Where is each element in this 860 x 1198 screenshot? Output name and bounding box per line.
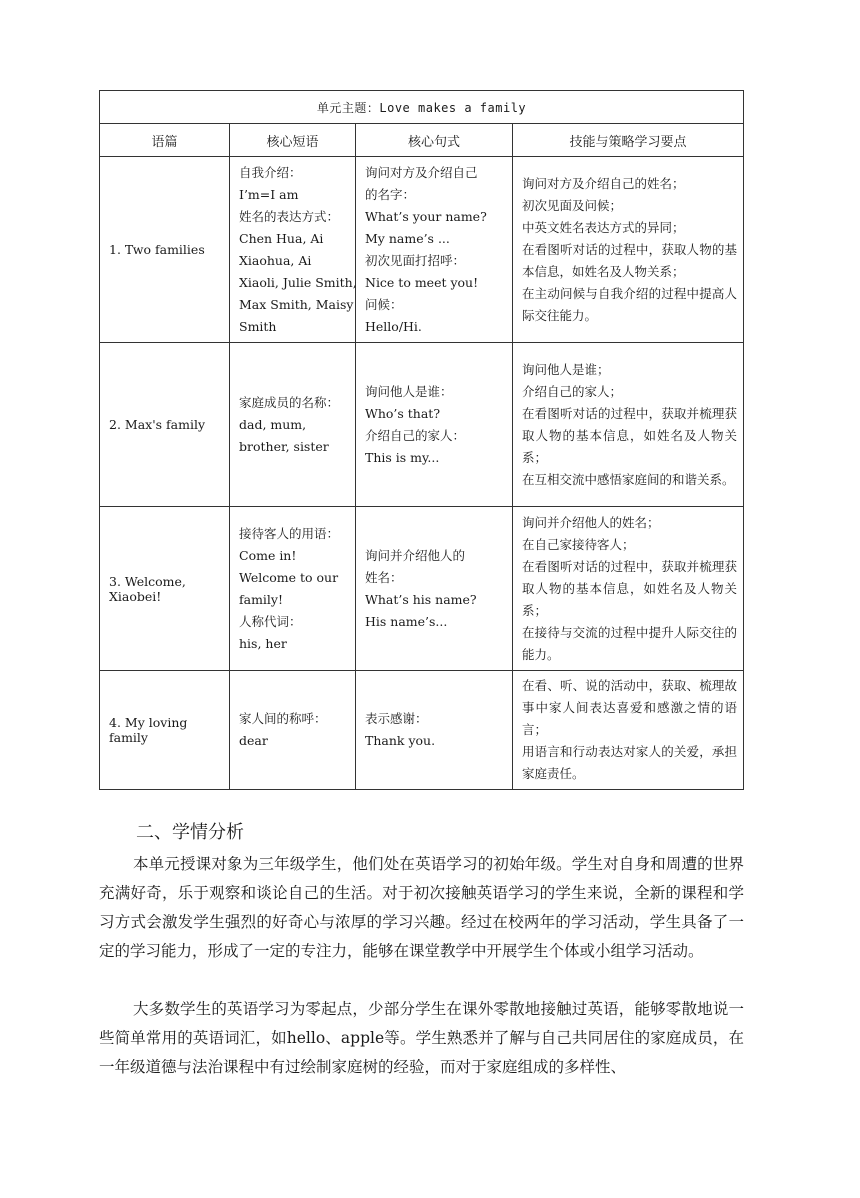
- core-phrases-cell: [230, 343, 356, 507]
- pattern-line: This is my...: [365, 449, 440, 465]
- core-phrases-cell: [230, 507, 356, 671]
- pattern-line: 初次见面打招呼：: [365, 252, 466, 268]
- table-row: [100, 671, 744, 790]
- strategy-line: 介绍自己的家人；: [522, 383, 623, 399]
- phrase-line: 人称代词：: [239, 613, 302, 629]
- strategy-line: 用语言和行动表达对家人的关爱，承担家庭责任。: [522, 744, 738, 781]
- pattern-line: Nice to meet you!: [365, 274, 479, 290]
- pattern-line: Hello/Hi.: [365, 318, 422, 334]
- pattern-line: What’s your name?: [365, 208, 487, 224]
- table-row: [100, 157, 744, 343]
- strategies-cell: [513, 671, 744, 790]
- lesson-title: 1. Two families: [100, 157, 230, 343]
- strategy-line: 在接待与交流的过程中提升人际交往的能力。: [522, 624, 738, 662]
- phrase-line: his, her: [239, 635, 287, 651]
- phrase-line: Welcome to our: [239, 569, 339, 585]
- pattern-line: What’s his name?: [365, 591, 477, 607]
- pattern-line: 询问他人是谁：: [365, 383, 453, 399]
- pattern-line: His name’s...: [365, 613, 448, 629]
- phrase-line: Come in!: [239, 547, 297, 563]
- core-phrases-cell: [230, 157, 356, 343]
- phrase-line: brother, sister: [239, 438, 329, 454]
- table-row: [100, 343, 744, 507]
- lesson-title: 4. My loving family: [100, 671, 230, 790]
- pattern-line: 介绍自己的家人：: [365, 427, 466, 443]
- lesson-title: 2. Max's family: [100, 343, 230, 507]
- phrase-line: I’m=I am: [239, 186, 299, 202]
- strategies-cell: [513, 343, 744, 507]
- phrase-line: Max Smith, Maisy: [239, 296, 354, 312]
- strategy-line: 在互相交流中感悟家庭间的和谐关系。: [522, 471, 735, 487]
- pattern-line: 的名字：: [365, 186, 416, 202]
- phrase-line: dear: [239, 733, 268, 748]
- pattern-line: My name’s ...: [365, 230, 450, 246]
- strategy-line: 询问并介绍他人的姓名；: [522, 514, 660, 530]
- core-patterns-cell: [356, 343, 513, 507]
- strategy-line: 在自己家接待客人；: [522, 536, 635, 552]
- strategies-cell: [513, 507, 744, 671]
- strategy-line: 中英文姓名表达方式的异同；: [522, 219, 685, 235]
- pattern-line: Who’s that?: [365, 405, 441, 421]
- unit-theme-caption: 单元主题：Love makes a family: [100, 91, 744, 124]
- table-header-row: [100, 124, 744, 157]
- pattern-line: 问候：: [365, 296, 403, 312]
- phrase-line: 自我介绍：: [239, 164, 302, 180]
- header-phrases: 核心短语: [230, 124, 356, 157]
- header-text: 语篇: [100, 124, 230, 157]
- table-row: [100, 507, 744, 671]
- strategy-line: 在看图听对话的过程中，获取并梳理获取人物的基本信息，如姓名及人物关系；: [522, 405, 738, 465]
- phrase-line: 接待客人的用语：: [239, 525, 340, 541]
- strategy-line: 在看图听对话的过程中，获取人物的基本信息，如姓名及人物关系；: [522, 241, 738, 279]
- strategy-line: 在主动问候与自我介绍的过程中提高人际交往能力。: [522, 285, 738, 323]
- unit-table: [99, 90, 744, 790]
- section-heading: 二、学情分析: [136, 822, 244, 843]
- header-patterns: 核心句式: [356, 124, 513, 157]
- pattern-line: Thank you.: [365, 733, 436, 748]
- pattern-line: 姓名：: [365, 569, 403, 585]
- phrase-line: family!: [239, 591, 284, 607]
- core-patterns-cell: [356, 671, 513, 790]
- phrase-line: 姓名的表达方式：: [239, 208, 340, 224]
- header-strategies: 技能与策略学习要点: [513, 124, 744, 157]
- strategies-cell: [513, 157, 744, 343]
- phrase-line: Smith: [239, 318, 277, 334]
- paragraph: 大多数学生的英语学习为零起点，少部分学生在课外零散地接触过英语，能够零散地说一些简单常用的英语词汇，如hello、apple等。学生熟悉并了解与自己共同居住的家庭成员，在一年级道德与法治课程中有过绘制家庭树的经验，而对于家庭组成的多样性、: [99, 1000, 744, 1076]
- phrase-line: Chen Hua, Ai: [239, 230, 324, 246]
- phrase-line: 家人间的称呼：: [239, 711, 327, 726]
- strategy-line: 在看图听对话的过程中，获取并梳理获取人物的基本信息，如姓名及人物关系；: [522, 558, 738, 618]
- core-patterns-cell: [356, 507, 513, 671]
- strategy-line: 询问他人是谁；: [522, 361, 610, 377]
- core-phrases-cell: [230, 671, 356, 790]
- phrase-line: dad, mum,: [239, 416, 307, 432]
- phrase-line: Xiaohua, Ai: [239, 252, 312, 268]
- pattern-line: 表示感谢：: [365, 711, 428, 726]
- core-patterns-cell: [356, 157, 513, 343]
- strategy-line: 在看、听、说的活动中，获取、梳理故事中家人间表达喜爱和感激之情的语言；: [522, 678, 738, 737]
- paragraph: 本单元授课对象为三年级学生，他们处在英语学习的初始年级。学生对自身和周遭的世界充满好奇，乐于观察和谈论自己的生活。对于初次接触英语学习的学生来说，全新的课程和学习方式会激发学生强烈的好奇心与浓厚的学习兴趣。经过在校两年的学习活动，学生具备了一定的学习能力，形成了一定的专注力，能够在课堂教学中开展学生个体或小组学习活动。: [99, 855, 744, 960]
- phrase-line: 家庭成员的名称：: [239, 394, 340, 410]
- pattern-line: 询问对方及介绍自己: [365, 164, 478, 180]
- phrase-line: Xiaoli, Julie Smith,: [239, 274, 357, 290]
- lesson-title: 3. Welcome, Xiaobei!: [100, 507, 230, 671]
- pattern-line: 询问并介绍他人的: [365, 547, 466, 563]
- strategy-line: 初次见面及问候；: [522, 197, 623, 213]
- strategy-line: 询问对方及介绍自己的姓名；: [522, 175, 685, 191]
